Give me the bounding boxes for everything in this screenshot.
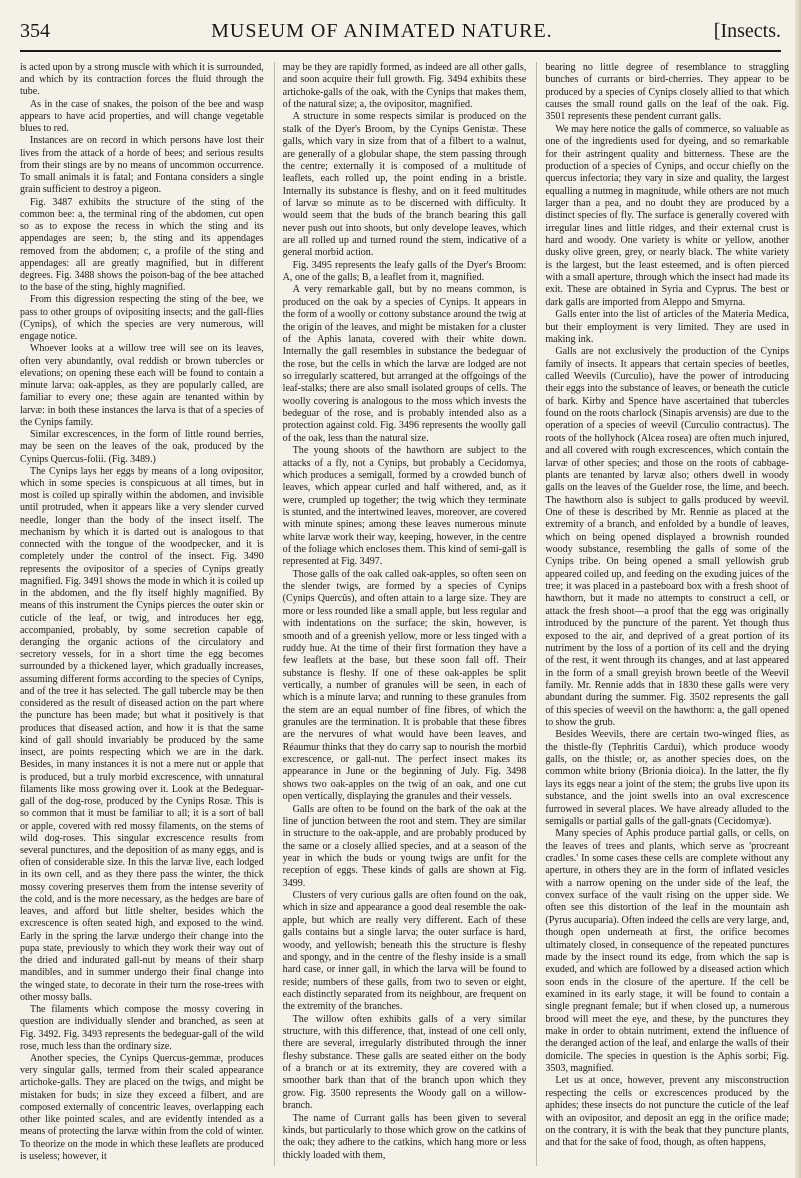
paragraph: bearing no little degree of resemblance to straggling bunches of currants or bird-cherries. They appear to be produced by a species of Cynips closely allied to that which causes the small round galls on the leaf of the oak. Fig. 3501 represents these pendent currant galls. [545,62,790,123]
page-binding-edge [795,0,801,1178]
paragraph: Galls enter into the list of articles of the Materia Medica, but their employment is very limited. They are used in making ink. [545,309,790,345]
paragraph: Clusters of very curious galls are often found on the oak, which in size and appearance a good deal resemble the oak-apple, but which are really very different. Each of these galls contains but a single larva; the outer surface is hard, woody, and yellowish; beneath this the structure is fleshy and spongy, and in the centre of the fleshy inside is a small hard case, or inner gall, in which the larva will be found to reside; numbers of these galls, from two to seven or eight, each distinctly separated from its neighbour, are frequent on the extremity of the branches. [282,890,527,1013]
paragraph: is acted upon by a strong muscle with which it is surrounded, and which by its contraction forces the fluid through the tube. [20,62,264,98]
paragraph: Fig. 3495 represents the leafy galls of the Dyer's Broom: A, one of the galls; B, a leaflet from it, magnified. [282,259,527,284]
paragraph: Whoever looks at a willow tree will see on its leaves, often very abundantly, oval reddish or brown tubercles or elevations; on opening these each will be found to contain a minute larva: oak-apples, as they are popularly called, are familiar to every one; these again are tenanted within by larvæ: in both these instances the larva is that of a species of the Cynips family. [20,343,264,428]
column-left [20,62,264,1166]
column-middle [274,62,527,1166]
paragraph: As in the case of snakes, the poison of the bee and wasp appears to have acid properties, and will change vegetable blues to red. [20,98,264,135]
paragraph: We may here notice the galls of commerce, so valuable as one of the ingredients used for dyeing, and so remarkable for their astringent quality and bitterness. These are the production of a species of Cynips, and occur chiefly on the quercus infectoria; they vary in size and quality, the largest equalling a nutmeg in magnitude, while others are not much larger than a pea, and no doubt they are produced by a distinct species of fly. The surface is generally covered with irregular lines and little ridges, and their external crust is hard and woody. One variety is white or yellow, another dusky olive green, grey, or nearly black. The white variety is the largest, but the least esteemed, and is often pierced with a small aperture, through which the insect had made its exit. These are obtained in Syria and Cyprus. The best or dark galls are imported from Aleppo and Smyrna. [545,123,790,308]
paragraph: The willow often exhibits galls of a very similar structure, with this difference, that, instead of one cell only, there are several, irregularly distributed through the inner fleshy substance. These galls are seated either on the body of a branch or at its extremity, they are covered with a smoother bark than that of the branch upon which they grow. Fig. 3500 represents the Woody gall on a willow-branch. [282,1013,527,1112]
paragraph: Let us at once, however, prevent any misconstruction respecting the cells or excrescences produced by the aphides; these insects do not puncture the cuticle of the leaf with an ovipositor, and deposit an egg in the orifice made; on the contrary, it is with the beak that they puncture plants, and that for the sake of food, though, as often happens, [545,1075,790,1149]
paragraph: A very remarkable gall, but by no means common, is produced on the oak by a species of Cynips. It appears in the form of a woolly or cottony substance around the twig at the origin of the leaves, and might be mistaken for a cluster of the Aphis lanata, covered with their white down. Internally the gall resembles in substance the bedeguar of the rose, but the cells in which the larvæ are lodged are not so irregularly scattered, but arranged at the offgoings of the leaf-stalks; there are also small isolated groups of cells. The woolly covering is analogous to the moss which invests the bedeguar of the rose, and is probably intended also as a protection against cold. Fig. 3496 represents the woolly gall of the oak, less than the natural size. [282,284,527,444]
paragraph: From this digression respecting the sting of the bee, we pass to other groups of ovipositing insects; and the gall-flies (Cynips), of which the species are very numerous, will engage notice. [20,294,264,343]
column-right [536,62,789,1166]
paragraph: Many species of Aphis produce partial galls, or cells, on the leaves of trees and plants, which serve as 'procreant cradles.' In some cases these cells are complete without any aperture, in others they are in the form of inflated vesicles with a narrow opening on the under side of the leaf, the convex surface of the vault rising on the upper side. We often see this distortion of the leaf in the mountain ash (Pyrus aucuparia). Often indeed the cells are very large, and, though open underneath at first, the orifice becomes ultimately closed, in consequence of the repeated punctures made by the insect round its edge, from which the sap is exuded, and which are followed by a diseased action which soon ends in the closure of the aperture. If the cell be examined in its early stage, it will be found to contain a single pregnant female; but if when closed up, a numerous brood will meet the eye, and these, by the punctures they make in order to obtain nutriment, extend the influence of the deranged action of the leaf, and enlarge the walls of their domicile. The species in question is the Aphis sorbi; Fig. 3503, magnified. [545,828,790,1075]
paragraph: Galls are not exclusively the production of the Cynips family of insects. It appears that certain species of beetles, called Weevils (Curculio), have the power of introducing their eggs into the substance of leaves, or beneath the cuticle of bark. Kirby and Spence have ascertained that tubercles found on the roots charlock (Sinapis arvensis) are due to the operation of a species of weevil (Curculio contractus). The roots of the hollyhock (Alcea rosea) are often much injured, and all covered with rough excrescences, which contain the larvæ of other species; and those on the roots of cabbage-plants are tenanted by larvæ also; others dwell in woody galls on the leaves of the Guelder rose, the lime, and beech. The hawthorn also is subject to galls produced by weevil. One of these is described by Mr. Rennie as placed at the extremity of a branch, and enfolded by a bundle of leaves, which on being opened displayed a brownish rounded woody substance, resembling the galls of some of the Cynips tribe. On being opened a small yellowish grub appeared coiled up, and feeding on the exuding juices of the tree; it was placed in a pasteboard box with a fresh shoot of hawthorn, but it made no attempts to construct a cell, or attack the fresh shoot—a proof that the egg was originally introduced by the puncture of the parent. Yet though thus exposed to the air, and deprived of a great portion of its nutriment by the loss of a portion of its cell and the drying of the rest, it went through its changes, and at last appeared in the form of a small greyish brown beetle of the Weevil family. Mr. Rennie adds that in 1830 these galls were very abundant during the summer. Fig. 3502 represents the gall of this species of weevil on the hawthorn: a, the gall opened to show the grub. [545,346,790,729]
page-header [20,20,781,52]
paragraph: Instances are on record in which persons have lost their lives from the attack of a horde of bees; and serious results from their stings are by no means of uncommon occurrence. To small animals it is fatal; and Fontana considers a single grain sufficient to destroy a pigeon. [20,135,264,196]
paragraph: The young shoots of the hawthorn are subject to the attacks of a fly, not a Cynips, but probably a Cecidomya, which produces a semigall, formed by a crowded bunch of leaves, which appear curled and half withered, and, as it were, crumpled up together; the twig which they terminate is stunted, and the intertwined leaves, moreover, are covered with minute spines; among these leaves numerous minute white larvæ work their way, keeping, however, in the centre of the foliage which encloses them. This kind of semi-gall is represented at Fig. 3497. [282,445,527,568]
running-title: MUSEUM OF ANIMATED NATURE. [211,20,553,42]
section-label: [Insects. [713,20,781,42]
paragraph: The name of Currant galls has been given to several kinds, but particularly to those which grow on the catkins of the oak; they adhere to the catkins, which hang more or less thickly loaded with them, [282,1112,527,1161]
paragraph: Another species, the Cynips Quercus-gemmæ, produces very singular galls, termed from their scaled appearance artichoke-galls. They are placed on the twigs, and might be mistaken for buds; in size they exceed a filbert, and are composed externally of concentric leaves, overlapping each other like pointed scales, and are evidently intended as a means of protecting the larvæ within from the cold of winter. To theorize on the mode in which these leaflets are produced is useless; however, it [20,1052,264,1162]
paragraph: The filaments which compose the mossy covering in question are individually slender and branched, as seen at Fig. 3492. Fig. 3493 represents the bedeguar-gall of the wild rose, much less than the ordinary size. [20,1004,264,1052]
page-number: 354 [20,20,50,42]
paragraph: Galls are often to be found on the bark of the oak at the line of junction between the root and stem. They are similar in structure to the oak-apple, and are probably produced by the same or a closely allied species, and at a season of the year in which the buds or young twigs are unfit for the reception of eggs. These kinds of galls are shown at Fig. 3499. [282,803,527,889]
paragraph: Similar excrescences, in the form of little round berries, may be seen on the leaves of the oak, produced by the Cynips Quercus-folii. (Fig. 3489.) [20,429,264,465]
paragraph: Besides Weevils, there are certain two-winged flies, as the thistle-fly (Tephritis Cardui), which produce woody galls, on the thistle; or, as another species does, on the common white briony (Brionia dioica). In the latter, the fly lays its eggs near a joint of the stem; the grubs live upon its substance, and the joint swells into an oval excrescence furrowed in several places. We have already alluded to the semigalls or partial galls of the gall-gnats (Cecidomyæ). [545,729,790,827]
paragraph: Those galls of the oak called oak-apples, so often seen on the slender twigs, are formed by a species of Cynips (Cynips Quercûs), and often attain to a large size. They are more or less rounded like a small apple, but less regular and with indentations on the surface; the skin, however, is smooth and of a greenish yellow, more or less tinged with a ruddy hue. At the time of their first formation they have a few leaflets at the base, but these soon fall off. Their substance is fleshy. If one of these oak-apples be split vertically, a number of granules will be seen, in each of which is a minute larva; and running to these granules from the stem are an equal number of fine fibres, of which the granules are the termination. It is probable that these fibres are the nervures of what would have been leaves, and Réaumur thinks that they do carry sap to nourish the morbid excrescence, or gall-nut. The perfect insect makes its appearance in June or the beginning of July. Fig. 3498 shows two oak-apples on the twig of an oak, and one cut open vertically, displaying the granules and their vessels. [282,568,527,803]
paragraph: A structure in some respects similar is produced on the stalk of the Dyer's Broom, by the Cynips Genistæ. These galls, which vary in size from that of a filbert to a walnut, are generally of a globular shape, the stem passing through the centre; externally it is composed of a multitude of leaflets, each rolled up, the point ending in a bristle. Internally its substance is fleshy, and on it feed multitudes of larvæ so minute as to be discerned with difficulty. It would seem that the buds of the branch bearing this gall never push out into shoots, but only develope leaves, which are all rolled up and turned round the stem, indicative of a general morbid action. [282,111,527,259]
paragraph: The Cynips lays her eggs by means of a long ovipositor, which in some species is conspicuous at all times, but in most is coiled up spirally within the abdomen, and invisible until protruded, when it appears like a very slender curved needle, longer than the body of the insect itself. The mechanism by which it is darted out is analogous to that connected with the tongue of the woodpecker, and it is completely under the control of the insect. Fig. 3490 represents the ovipositor of a species of Cynips greatly magnified. Fig. 3491 shows the mode in which it is coiled up in the abdomen, and the fly itself highly magnified. By means of this instrument the Cynips pierces the outer skin or cuticle of the leaf, or twig, and introduces her egg, accompanied, probably, by some secretion capable of deranging the organic actions of the circulatory and secretory vessels, for in a short time the egg becomes surrounded by a thickened layer, which gradually increases, assuming different forms according to the species of Cynips, and of the tree it has selected. The gall tubercle may be then considered as the result of diseased action on the part where the puncture has been made; but what it positively is that produces that diseased action, and how it is that the same kind of gall should invariably be produced by the same insect, are points respecting which we are in the dark. Besides, in many instances it is not a mere nut or apple that is produced, but a truly morbid excrescence, with unnatural filaments like moss growing over it. Look at the Bedeguar-gall of the dog-rose, produced by the Cynips Rosæ. This is so common that it must be familiar to all; it is a sort of ball or apple, covered with red mossy filaments, on the stems of wild dog-roses. This singular excrescence results from several punctures, and the deposition of as many eggs, and is often of considerable size. In this the larvæ live, each lodged in its own cell, and as they there pass the winter, the thick mossy covering preserves them from the intense severity of the cold, and is the more necessary, as the hedges are bare of leaves, and afford but little shelter, besides which the excrescence is often seated high, and exposed to the wind. Early in the spring the larvæ undergo their change into the pupa state, previously to which they work their way out of the dried and indurated gall-nut by means of their sharp mandibles, and in summer undergo their final change into the winged state, to decorate in their turn the rose-trees with other mossy balls. [20,465,264,1003]
paragraph: may be they are rapidly formed, as indeed are all other galls, and soon acquire their full growth. Fig. 3494 exhibits these artichoke-galls of the oak, with the Cynips that makes them, of the natural size; a, the ovipositor, magnified. [282,62,527,111]
paragraph: Fig. 3487 exhibits the structure of the sting of the common bee: a, the terminal ring of the abdomen, cut open so as to expose the recess in which the sting and its appendages are seen; b, the sting and its appendages removed from the abdomen; c, a profile of the sting and appendages: all are greatly magnified, but in different degrees. Fig. 3488 shows the poison-bag of the bee attached to the base of the sting, highly magnified. [20,196,264,294]
text-columns [20,62,789,1166]
